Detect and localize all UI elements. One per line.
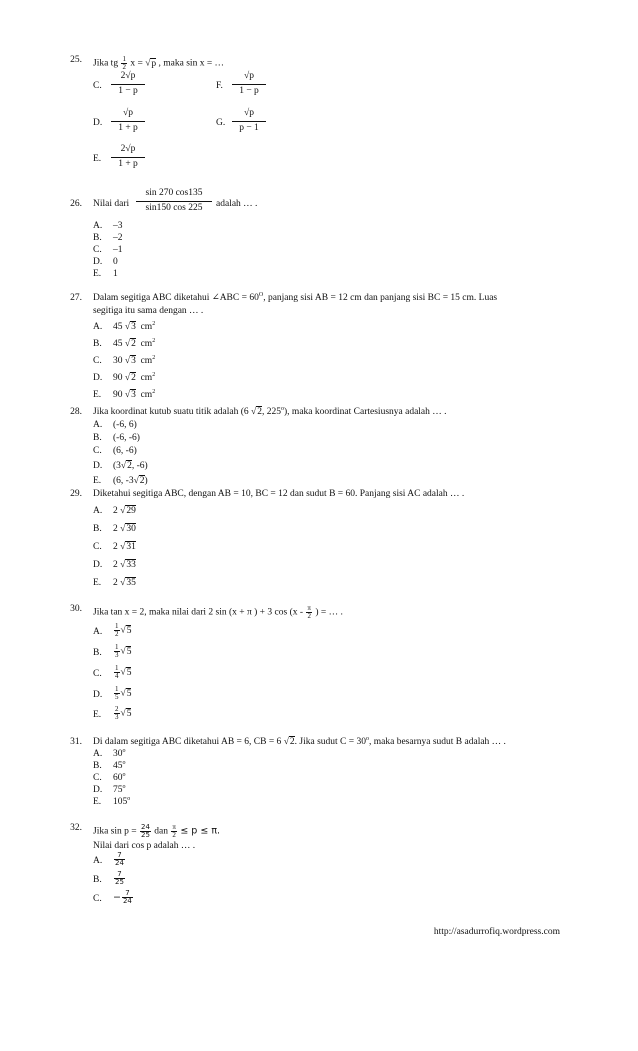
q31-option-a: A. 30$^o$ <box>93 748 126 759</box>
q25-option-g-value: √p p − 1 <box>232 109 266 133</box>
q29-option-a: A. 2 √29 <box>93 506 136 516</box>
q32-stem-line2: Nilai dari cos p adalah … . <box>93 841 196 851</box>
q29-number: 29. <box>70 489 82 499</box>
q31-option-d: D. 75$^o$ <box>93 784 126 795</box>
q27-option-e: E. 90 √3 $cm^2$ <box>93 389 156 400</box>
q26-number: 26. <box>70 199 82 209</box>
q28-number: 28. <box>70 407 82 417</box>
q30-option-c: C. $\frac{1}{4}$ √5 <box>93 664 132 680</box>
q28-option-e: E. (6, -3√2) <box>93 476 148 486</box>
q30-option-a: A. $\frac{1}{2}$ √5 <box>93 622 132 638</box>
q26-option-e: E. 1 <box>93 269 118 279</box>
q29-option-b: B. 2 √30 <box>93 524 136 534</box>
q29-option-e: E. 2 √35 <box>93 578 136 588</box>
q27-option-b: B. 45 √2 $cm^2$ <box>93 338 156 349</box>
q30-option-e: E. $\frac{2}{3}$ √5 <box>93 705 132 721</box>
q26-stem-end: adalah … . <box>216 199 258 209</box>
q29-option-c: C. 2 √31 <box>93 542 136 552</box>
q28-stem: Jika koordinat kutub suatu titik adalah (6 √2, 225$^o$), maka koordinat Cartesiusnya adalah … . <box>93 406 447 417</box>
q27-stem-line1: Dalam segitiga ABC diketahui ∠ABC = $60^O$, panjang sisi AB = 12 cm dan panjang sisi BC = 15 cm. Luas <box>93 292 498 303</box>
q31-option-c: C. 60$^o$ <box>93 772 126 783</box>
q28-option-d: D. (3√2, -6) <box>93 461 148 471</box>
q26-fraction: sin 270 cos135 sin150 cos 225 <box>136 189 212 213</box>
q25-option-f-value: √p 1 − p <box>232 72 266 96</box>
q27-option-c: C. 30 √3 $cm^2$ <box>93 355 156 366</box>
q27-option-d: D. 90 √2 $cm^2$ <box>93 372 156 383</box>
footer-url: http://asadurrofiq.wordpress.com <box>433 927 560 937</box>
q25-option-d-label: D. <box>93 118 103 128</box>
q30-stem: Jika tan x = 2, maka nilai dari 2 sin (x + π ) + 3 cos (x - $\frac{\pi}{2}$ ) = … . <box>93 604 343 620</box>
q25-option-e-value: 2√p 1 + p <box>111 145 145 169</box>
q30-number: 30. <box>70 604 82 614</box>
q31-option-b: B. 45$^o$ <box>93 760 126 771</box>
q30-option-d: D. $\frac{1}{5}$ √5 <box>93 685 132 701</box>
q25-stem: Jika tg $\frac{1}{2}$ x = √p , maka sin x = … <box>93 55 225 71</box>
q26-option-c: C. –1 <box>93 245 123 255</box>
q31-stem: Di dalam segitiga ABC diketahui AB = 6, CB = 6 √2. Jika sudut $C = 30^o$, maka besarnya sudut B adalah … . <box>93 736 506 747</box>
q27-number: 27. <box>70 293 82 303</box>
q26-option-b: B. –2 <box>93 233 123 243</box>
q25-option-c-label: C. <box>93 81 102 91</box>
q27-option-a: A. 45 √3 $cm^2$ <box>93 321 156 332</box>
q26-stem-start: Nilai dari <box>93 199 130 209</box>
q32-stem: Jika sin p = $\frac{24}{25}$ dan $\frac{\pi}{2}$ ≤ p ≤ π. <box>93 823 221 839</box>
q26-option-a: A. –3 <box>93 221 123 231</box>
q26-option-d: D. 0 <box>93 257 118 267</box>
q28-option-c: C. (6, -6) <box>93 446 137 456</box>
q28-option-b: B. (-6, -6) <box>93 433 140 443</box>
q29-stem: Diketahui segitiga ABC, dengan AB = 10, BC = 12 dan sudut B = 60. Panjang sisi AC adalah … . <box>93 489 465 499</box>
q25-option-c-value: 2√p 1 − p <box>111 72 145 96</box>
q31-option-e: E. 105$^o$ <box>93 796 131 807</box>
q25-number: 25. <box>70 55 82 65</box>
q30-option-b: B. $\frac{1}{3}$ √5 <box>93 643 132 659</box>
q31-number: 31. <box>70 737 82 747</box>
q32-option-a: A. $\frac{7}{24}$ <box>93 851 124 867</box>
q27-stem-line2: segitiga itu sama dengan … . <box>93 306 204 316</box>
q25-option-f-label: F. <box>216 81 223 91</box>
q25-option-e-label: E. <box>93 154 102 164</box>
q32-option-c: C. − $\frac{7}{24}$ <box>93 889 132 905</box>
q29-option-d: D. 2 √33 <box>93 560 136 570</box>
q28-option-a: A. (-6, 6) <box>93 420 137 430</box>
q25-option-g-label: G. <box>216 118 226 128</box>
q25-option-d-value: √p 1 + p <box>111 109 145 133</box>
q32-option-b: B. $\frac{7}{25}$ <box>93 870 124 886</box>
q32-number: 32. <box>70 823 82 833</box>
